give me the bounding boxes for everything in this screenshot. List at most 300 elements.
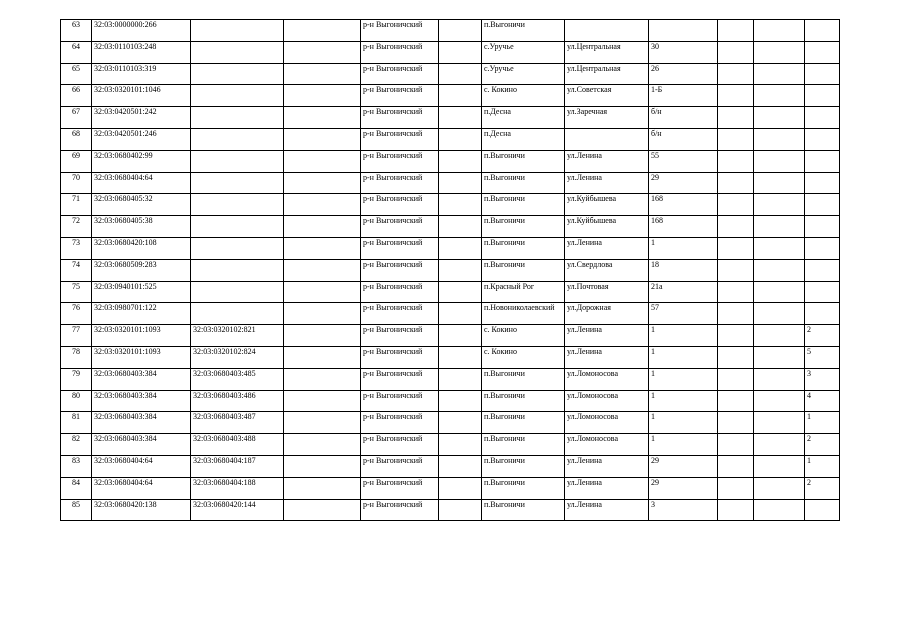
apartment-number bbox=[805, 259, 840, 281]
district: р-н Выгоничский bbox=[361, 237, 439, 259]
empty-cell bbox=[754, 85, 805, 107]
house-number: 1 bbox=[649, 412, 718, 434]
empty-cell bbox=[439, 128, 482, 150]
empty-cell bbox=[718, 499, 754, 521]
house-number: 1-Б bbox=[649, 85, 718, 107]
house-number: 26 bbox=[649, 63, 718, 85]
empty-cell bbox=[284, 259, 361, 281]
row-number: 76 bbox=[61, 303, 92, 325]
apartment-number bbox=[805, 128, 840, 150]
cadastral-number-premises: 32:03:0680403:487 bbox=[191, 412, 284, 434]
district: р-н Выгоничский bbox=[361, 85, 439, 107]
empty-cell bbox=[284, 85, 361, 107]
locality: с. Кокино bbox=[482, 346, 565, 368]
cadastral-number: 32:03:0110103:319 bbox=[92, 63, 191, 85]
row-number: 63 bbox=[61, 20, 92, 42]
locality: п.Выгоничи bbox=[482, 20, 565, 42]
cadastral-number: 32:03:0680404:64 bbox=[92, 172, 191, 194]
apartment-number bbox=[805, 303, 840, 325]
locality: с. Кокино bbox=[482, 85, 565, 107]
street: ул.Ломоносова bbox=[565, 390, 649, 412]
empty-cell bbox=[754, 150, 805, 172]
cadastral-number: 32:03:0980701:122 bbox=[92, 303, 191, 325]
empty-cell bbox=[718, 216, 754, 238]
cadastral-number-premises bbox=[191, 194, 284, 216]
empty-cell bbox=[284, 499, 361, 521]
table-row bbox=[61, 63, 840, 85]
cadastral-number-premises: 32:03:0680403:485 bbox=[191, 368, 284, 390]
empty-cell bbox=[284, 128, 361, 150]
cadastral-number-premises bbox=[191, 85, 284, 107]
street: ул.Куйбышева bbox=[565, 216, 649, 238]
row-number: 81 bbox=[61, 412, 92, 434]
table-row bbox=[61, 41, 840, 63]
locality: п.Выгоничи bbox=[482, 499, 565, 521]
house-number: б/н bbox=[649, 107, 718, 129]
empty-cell bbox=[718, 41, 754, 63]
empty-cell bbox=[754, 107, 805, 129]
table-row bbox=[61, 150, 840, 172]
apartment-number bbox=[805, 41, 840, 63]
table-row bbox=[61, 281, 840, 303]
empty-cell bbox=[718, 281, 754, 303]
house-number bbox=[649, 20, 718, 42]
locality: п.Выгоничи bbox=[482, 412, 565, 434]
cadastral-number: 32:03:0320101:1093 bbox=[92, 346, 191, 368]
empty-cell bbox=[718, 434, 754, 456]
apartment-number: 2 bbox=[805, 477, 840, 499]
house-number: 1 bbox=[649, 346, 718, 368]
row-number: 67 bbox=[61, 107, 92, 129]
apartment-number bbox=[805, 85, 840, 107]
locality: п.Выгоничи bbox=[482, 237, 565, 259]
empty-cell bbox=[439, 107, 482, 129]
empty-cell bbox=[284, 41, 361, 63]
empty-cell bbox=[439, 455, 482, 477]
empty-cell bbox=[754, 303, 805, 325]
empty-cell bbox=[754, 390, 805, 412]
locality: с. Кокино bbox=[482, 325, 565, 347]
empty-cell bbox=[439, 281, 482, 303]
cadastral-number: 32:03:0680405:32 bbox=[92, 194, 191, 216]
cadastral-number: 32:03:0680404:64 bbox=[92, 455, 191, 477]
street: ул.Ленина bbox=[565, 172, 649, 194]
empty-cell bbox=[284, 172, 361, 194]
empty-cell bbox=[439, 368, 482, 390]
district: р-н Выгоничский bbox=[361, 172, 439, 194]
table-row bbox=[61, 499, 840, 521]
empty-cell bbox=[718, 128, 754, 150]
house-number: 1 bbox=[649, 325, 718, 347]
cadastral-number-premises bbox=[191, 20, 284, 42]
empty-cell bbox=[284, 346, 361, 368]
table-row bbox=[61, 128, 840, 150]
row-number: 83 bbox=[61, 455, 92, 477]
apartment-number: 3 bbox=[805, 368, 840, 390]
empty-cell bbox=[439, 172, 482, 194]
cadastral-number: 32:03:0680420:138 bbox=[92, 499, 191, 521]
empty-cell bbox=[754, 455, 805, 477]
locality: п.Красный Рог bbox=[482, 281, 565, 303]
locality: п.Выгоничи bbox=[482, 216, 565, 238]
cadastral-number-premises: 32:03:0680404:188 bbox=[191, 477, 284, 499]
empty-cell bbox=[754, 499, 805, 521]
cadastral-number: 32:03:0320101:1093 bbox=[92, 325, 191, 347]
empty-cell bbox=[284, 107, 361, 129]
empty-cell bbox=[284, 325, 361, 347]
empty-cell bbox=[439, 194, 482, 216]
table-row bbox=[61, 477, 840, 499]
row-number: 80 bbox=[61, 390, 92, 412]
house-number: 3 bbox=[649, 499, 718, 521]
cadastral-number: 32:03:0110103:248 bbox=[92, 41, 191, 63]
empty-cell bbox=[284, 303, 361, 325]
empty-cell bbox=[439, 325, 482, 347]
empty-cell bbox=[754, 20, 805, 42]
street: ул.Ленина bbox=[565, 477, 649, 499]
empty-cell bbox=[284, 63, 361, 85]
empty-cell bbox=[754, 63, 805, 85]
empty-cell bbox=[284, 150, 361, 172]
empty-cell bbox=[718, 303, 754, 325]
empty-cell bbox=[718, 259, 754, 281]
row-number: 73 bbox=[61, 237, 92, 259]
empty-cell bbox=[439, 477, 482, 499]
empty-cell bbox=[718, 477, 754, 499]
district: р-н Выгоничский bbox=[361, 499, 439, 521]
empty-cell bbox=[718, 325, 754, 347]
table-row bbox=[61, 412, 840, 434]
empty-cell bbox=[284, 194, 361, 216]
empty-cell bbox=[718, 390, 754, 412]
district: р-н Выгоничский bbox=[361, 41, 439, 63]
empty-cell bbox=[754, 412, 805, 434]
registry-body bbox=[61, 20, 840, 521]
cadastral-number-premises bbox=[191, 150, 284, 172]
district: р-н Выгоничский bbox=[361, 346, 439, 368]
apartment-number: 2 bbox=[805, 434, 840, 456]
row-number: 84 bbox=[61, 477, 92, 499]
cadastral-number: 32:03:0680403:384 bbox=[92, 368, 191, 390]
row-number: 75 bbox=[61, 281, 92, 303]
cadastral-number: 32:03:0420501:242 bbox=[92, 107, 191, 129]
street bbox=[565, 128, 649, 150]
apartment-number bbox=[805, 63, 840, 85]
house-number: 29 bbox=[649, 477, 718, 499]
cadastral-number: 32:03:0680405:38 bbox=[92, 216, 191, 238]
empty-cell bbox=[439, 150, 482, 172]
row-number: 71 bbox=[61, 194, 92, 216]
table-row bbox=[61, 172, 840, 194]
apartment-number: 4 bbox=[805, 390, 840, 412]
cadastral-number-premises: 32:03:0680403:488 bbox=[191, 434, 284, 456]
empty-cell bbox=[439, 216, 482, 238]
cadastral-number-premises: 32:03:0680404:187 bbox=[191, 455, 284, 477]
table-row bbox=[61, 259, 840, 281]
street: ул.Заречная bbox=[565, 107, 649, 129]
cadastral-number: 32:03:0680403:384 bbox=[92, 412, 191, 434]
empty-cell bbox=[754, 346, 805, 368]
table-row bbox=[61, 455, 840, 477]
street: ул.Свердлова bbox=[565, 259, 649, 281]
locality: с.Уручье bbox=[482, 63, 565, 85]
cadastral-number: 32:03:0680402:99 bbox=[92, 150, 191, 172]
row-number: 77 bbox=[61, 325, 92, 347]
street: ул.Ленина bbox=[565, 455, 649, 477]
empty-cell bbox=[439, 412, 482, 434]
empty-cell bbox=[718, 20, 754, 42]
table-row bbox=[61, 346, 840, 368]
district: р-н Выгоничский bbox=[361, 128, 439, 150]
row-number: 68 bbox=[61, 128, 92, 150]
empty-cell bbox=[284, 412, 361, 434]
empty-cell bbox=[754, 259, 805, 281]
house-number: 29 bbox=[649, 172, 718, 194]
cadastral-number-premises bbox=[191, 259, 284, 281]
empty-cell bbox=[284, 368, 361, 390]
empty-cell bbox=[754, 368, 805, 390]
apartment-number bbox=[805, 172, 840, 194]
street: ул.Ломоносова bbox=[565, 434, 649, 456]
apartment-number bbox=[805, 216, 840, 238]
table-row bbox=[61, 20, 840, 42]
empty-cell bbox=[439, 303, 482, 325]
table-row bbox=[61, 434, 840, 456]
row-number: 70 bbox=[61, 172, 92, 194]
apartment-number bbox=[805, 107, 840, 129]
table-row bbox=[61, 303, 840, 325]
street: ул.Ленина bbox=[565, 346, 649, 368]
cadastral-number-premises bbox=[191, 303, 284, 325]
locality: п.Выгоничи bbox=[482, 259, 565, 281]
locality: п.Выгоничи bbox=[482, 150, 565, 172]
empty-cell bbox=[754, 477, 805, 499]
locality: п.Новониколаевский bbox=[482, 303, 565, 325]
apartment-number bbox=[805, 237, 840, 259]
apartment-number: 1 bbox=[805, 455, 840, 477]
empty-cell bbox=[718, 412, 754, 434]
house-number: 1 bbox=[649, 390, 718, 412]
street: ул.Куйбышева bbox=[565, 194, 649, 216]
empty-cell bbox=[439, 346, 482, 368]
cadastral-number: 32:03:0940101:525 bbox=[92, 281, 191, 303]
empty-cell bbox=[754, 216, 805, 238]
locality: с.Уручье bbox=[482, 41, 565, 63]
cadastral-number: 32:03:0680403:384 bbox=[92, 390, 191, 412]
cadastral-number-premises bbox=[191, 281, 284, 303]
empty-cell bbox=[439, 237, 482, 259]
locality: п.Выгоничи bbox=[482, 477, 565, 499]
house-number: 21а bbox=[649, 281, 718, 303]
cadastral-number-premises: 32:03:0680420:144 bbox=[191, 499, 284, 521]
empty-cell bbox=[754, 194, 805, 216]
house-number: 29 bbox=[649, 455, 718, 477]
cadastral-number: 32:03:0680509:283 bbox=[92, 259, 191, 281]
cadastral-number-premises: 32:03:0680403:486 bbox=[191, 390, 284, 412]
cadastral-number-premises: 32:03:0320102:821 bbox=[191, 325, 284, 347]
table-row bbox=[61, 107, 840, 129]
empty-cell bbox=[718, 85, 754, 107]
district: р-н Выгоничский bbox=[361, 368, 439, 390]
table-row bbox=[61, 85, 840, 107]
district: р-н Выгоничский bbox=[361, 194, 439, 216]
locality: п.Десна bbox=[482, 128, 565, 150]
empty-cell bbox=[718, 368, 754, 390]
row-number: 79 bbox=[61, 368, 92, 390]
cadastral-number: 32:03:0420501:246 bbox=[92, 128, 191, 150]
empty-cell bbox=[284, 477, 361, 499]
cadastral-number-premises bbox=[191, 128, 284, 150]
street: ул.Советская bbox=[565, 85, 649, 107]
house-number: 1 bbox=[649, 434, 718, 456]
apartment-number bbox=[805, 194, 840, 216]
row-number: 74 bbox=[61, 259, 92, 281]
empty-cell bbox=[439, 259, 482, 281]
house-number: 168 bbox=[649, 194, 718, 216]
district: р-н Выгоничский bbox=[361, 20, 439, 42]
district: р-н Выгоничский bbox=[361, 150, 439, 172]
row-number: 69 bbox=[61, 150, 92, 172]
empty-cell bbox=[284, 390, 361, 412]
apartment-number bbox=[805, 150, 840, 172]
empty-cell bbox=[754, 128, 805, 150]
apartment-number: 5 bbox=[805, 346, 840, 368]
cadastral-number-premises bbox=[191, 237, 284, 259]
apartment-number: 1 bbox=[805, 412, 840, 434]
cadastral-number-premises bbox=[191, 41, 284, 63]
table-row bbox=[61, 216, 840, 238]
district: р-н Выгоничский bbox=[361, 216, 439, 238]
cadastral-number-premises bbox=[191, 216, 284, 238]
locality: п.Десна bbox=[482, 107, 565, 129]
empty-cell bbox=[439, 390, 482, 412]
table-row bbox=[61, 325, 840, 347]
district: р-н Выгоничский bbox=[361, 412, 439, 434]
empty-cell bbox=[754, 325, 805, 347]
locality: п.Выгоничи bbox=[482, 368, 565, 390]
row-number: 72 bbox=[61, 216, 92, 238]
row-number: 66 bbox=[61, 85, 92, 107]
district: р-н Выгоничский bbox=[361, 281, 439, 303]
district: р-н Выгоничский bbox=[361, 434, 439, 456]
district: р-н Выгоничский bbox=[361, 390, 439, 412]
empty-cell bbox=[284, 216, 361, 238]
street: ул.Ленина bbox=[565, 150, 649, 172]
house-number: 57 bbox=[649, 303, 718, 325]
empty-cell bbox=[439, 63, 482, 85]
district: р-н Выгоничский bbox=[361, 455, 439, 477]
house-number: 30 bbox=[649, 41, 718, 63]
row-number: 65 bbox=[61, 63, 92, 85]
house-number: 1 bbox=[649, 237, 718, 259]
row-number: 82 bbox=[61, 434, 92, 456]
street: ул.Дорожная bbox=[565, 303, 649, 325]
registry-table bbox=[60, 19, 840, 521]
empty-cell bbox=[718, 194, 754, 216]
house-number: 55 bbox=[649, 150, 718, 172]
empty-cell bbox=[754, 172, 805, 194]
empty-cell bbox=[439, 20, 482, 42]
empty-cell bbox=[718, 455, 754, 477]
apartment-number bbox=[805, 499, 840, 521]
empty-cell bbox=[754, 281, 805, 303]
empty-cell bbox=[718, 346, 754, 368]
empty-cell bbox=[439, 85, 482, 107]
cadastral-number-premises bbox=[191, 107, 284, 129]
empty-cell bbox=[718, 107, 754, 129]
empty-cell bbox=[439, 434, 482, 456]
street: ул.Ломоносова bbox=[565, 412, 649, 434]
apartment-number bbox=[805, 281, 840, 303]
empty-cell bbox=[754, 41, 805, 63]
street: ул.Ленина bbox=[565, 499, 649, 521]
street: ул.Ленина bbox=[565, 325, 649, 347]
cadastral-number: 32:03:0680403:384 bbox=[92, 434, 191, 456]
house-number: 168 bbox=[649, 216, 718, 238]
cadastral-number-premises: 32:03:0320102:824 bbox=[191, 346, 284, 368]
house-number: 18 bbox=[649, 259, 718, 281]
empty-cell bbox=[284, 281, 361, 303]
empty-cell bbox=[284, 20, 361, 42]
district: р-н Выгоничский bbox=[361, 107, 439, 129]
district: р-н Выгоничский bbox=[361, 325, 439, 347]
row-number: 64 bbox=[61, 41, 92, 63]
street bbox=[565, 20, 649, 42]
street: ул.Почтовая bbox=[565, 281, 649, 303]
table-row bbox=[61, 390, 840, 412]
house-number: 1 bbox=[649, 368, 718, 390]
locality: п.Выгоничи bbox=[482, 194, 565, 216]
locality: п.Выгоничи bbox=[482, 390, 565, 412]
empty-cell bbox=[718, 150, 754, 172]
district: р-н Выгоничский bbox=[361, 477, 439, 499]
house-number: б/н bbox=[649, 128, 718, 150]
district: р-н Выгоничский bbox=[361, 63, 439, 85]
locality: п.Выгоничи bbox=[482, 455, 565, 477]
empty-cell bbox=[754, 434, 805, 456]
district: р-н Выгоничский bbox=[361, 303, 439, 325]
cadastral-number: 32:03:0680404:64 bbox=[92, 477, 191, 499]
empty-cell bbox=[439, 41, 482, 63]
row-number: 85 bbox=[61, 499, 92, 521]
table-row bbox=[61, 368, 840, 390]
table-row bbox=[61, 194, 840, 216]
street: ул.Ленина bbox=[565, 237, 649, 259]
row-number: 78 bbox=[61, 346, 92, 368]
cadastral-number: 32:03:0000000:266 bbox=[92, 20, 191, 42]
cadastral-number: 32:03:0680420:108 bbox=[92, 237, 191, 259]
empty-cell bbox=[718, 63, 754, 85]
empty-cell bbox=[439, 499, 482, 521]
cadastral-number-premises bbox=[191, 63, 284, 85]
district: р-н Выгоничский bbox=[361, 259, 439, 281]
locality: п.Выгоничи bbox=[482, 434, 565, 456]
cadastral-number-premises bbox=[191, 172, 284, 194]
empty-cell bbox=[284, 434, 361, 456]
empty-cell bbox=[284, 237, 361, 259]
locality: п.Выгоничи bbox=[482, 172, 565, 194]
table-row bbox=[61, 237, 840, 259]
street: ул.Центральная bbox=[565, 63, 649, 85]
apartment-number: 2 bbox=[805, 325, 840, 347]
cadastral-number: 32:03:0320101:1046 bbox=[92, 85, 191, 107]
street: ул.Центральная bbox=[565, 41, 649, 63]
empty-cell bbox=[754, 237, 805, 259]
empty-cell bbox=[718, 172, 754, 194]
apartment-number bbox=[805, 20, 840, 42]
empty-cell bbox=[284, 455, 361, 477]
street: ул.Ломоносова bbox=[565, 368, 649, 390]
